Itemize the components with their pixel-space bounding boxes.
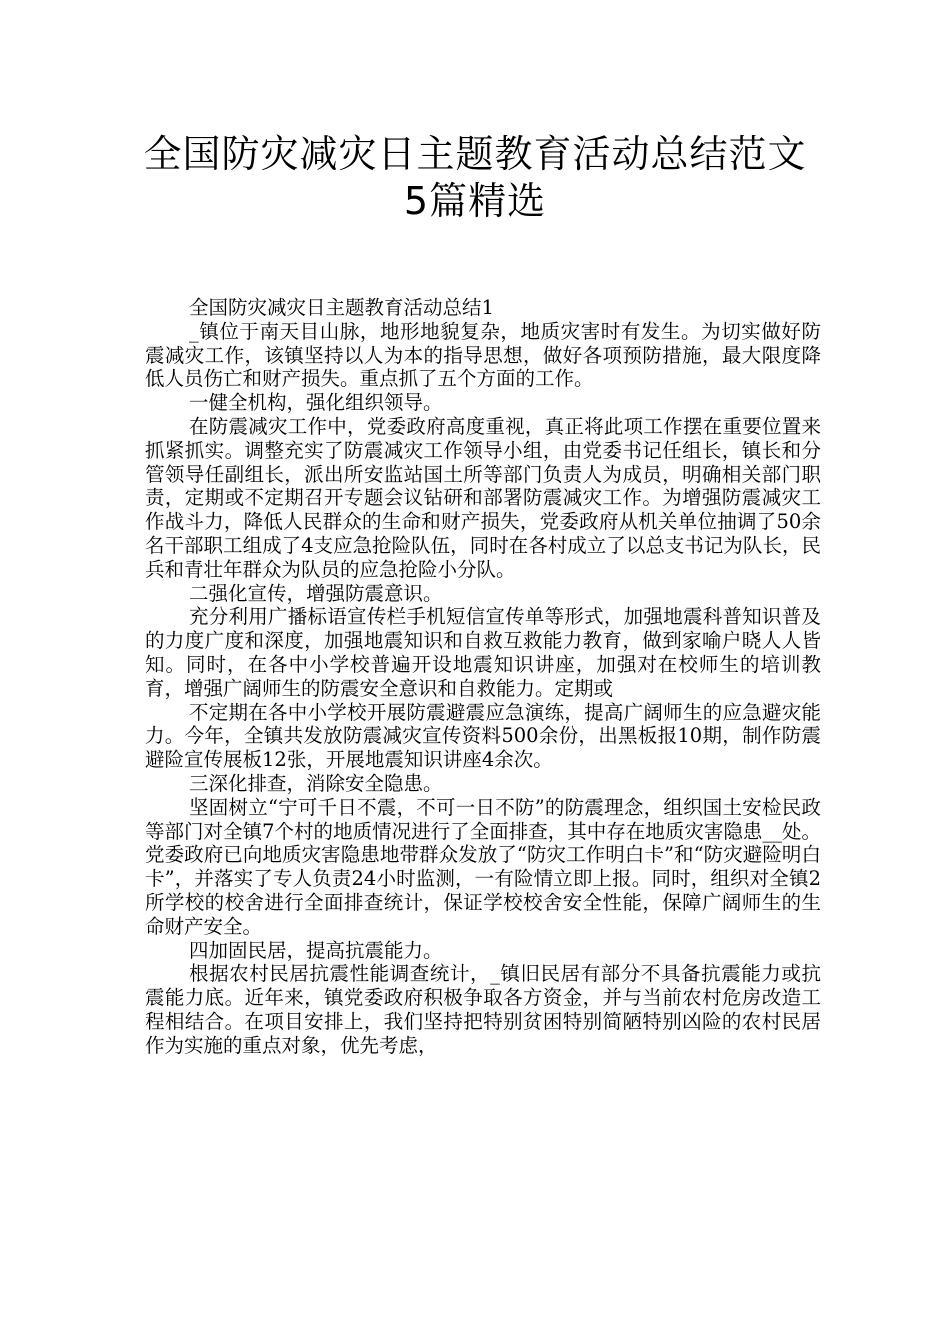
section-heading: 一健全机构，强化组织领导。 (189, 391, 443, 415)
section-heading: 二强化宣传，增强防震意识。 (189, 581, 443, 605)
body-paragraph: 不定期在各中小学校开展防震避震应急演练，提高广阔师生的应急避灾能力。今年，全镇共发放防震减灾宣传资料500余份，出黑板报10期，制作防震避险宣传展板12张，开展地震知识讲座4余次。 (145, 700, 821, 772)
body-paragraph: 坚固树立“宁可千日不震，不可一日不防”的防震理念，组织国土安检民政等部门对全镇7个村的地质情况进行了全面排查，其中存在地质灾害隐患__处。党委政府已向地质灾害隐患地带群众发放了“防灾工作明白卡”和“防灾避险明白卡”，并落实了专人负责24小时监测，一有险情立即上报。同时，组织对全镇2所学校的校舍进行全面排查统计，保证学校校舍安全性能，保障广阔师生的生命财产安全。 (145, 795, 821, 938)
document-title-line-1: 全国防灾减灾日主题教育活动总结范文 (143, 132, 807, 176)
body-paragraph: 根据农村民居抗震性能调查统计，_镇旧民居有部分不具备抗震能力或抗震能力底。近年来，镇党委政府积极争取各方资金，并与当前农村危房改造工程相结合。在项目安排上，我们坚持把特别贫困特别简陋特别凶险的农村民居作为实施的重点对象，优先考虑， (145, 962, 821, 1057)
body-paragraph: 充分利用广播标语宣传栏手机短信宣传单等形式，加强地震科普知识普及的力度广度和深度，加强地震知识和自救互救能力教育，做到家喻户晓人人皆知。同时，在各中小学校普遍开设地震知识讲座，加强对在校师生的培训教育，增强广阔师生的防震安全意识和自救能力。定期或 (145, 605, 821, 700)
body-paragraph: 在防震减灾工作中，党委政府高度重视，真正将此项工作摆在重要位置来抓紧抓实。调整充实了防震减灾工作领导小组，由党委书记任组长，镇长和分管领导任副组长，派出所安监站国土所等部门负责人为成员，明确相关部门职责，定期或不定期召开专题会议钻研和部署防震减灾工作。为增强防震减灾工作战斗力，降低人民群众的生命和财产损失，党委政府从机关单位抽调了50余名干部职工组成了4支应急抢险队伍，同时在各村成立了以总支书记为队长，民兵和青壮年群众为队员的应急抢险小分队。 (145, 414, 821, 581)
document-title-line-2: 5篇精选 (403, 179, 547, 223)
section-heading-1: 全国防灾减灾日主题教育活动总结1 (189, 296, 494, 319)
section-heading: 三深化排查，消除安全隐患。 (189, 771, 443, 795)
body-paragraph: _镇位于南天目山脉，地形地貌复杂，地质灾害时有发生。为切实做好防震减灾工作，该镇坚持以人为本的指导思想，做好各项预防措施，最大限度降低人员伤亡和财产损失。重点抓了五个方面的工作。 (145, 319, 821, 391)
document-body (145, 296, 821, 1058)
section-heading: 四加固民居，提高抗震能力。 (189, 938, 443, 962)
